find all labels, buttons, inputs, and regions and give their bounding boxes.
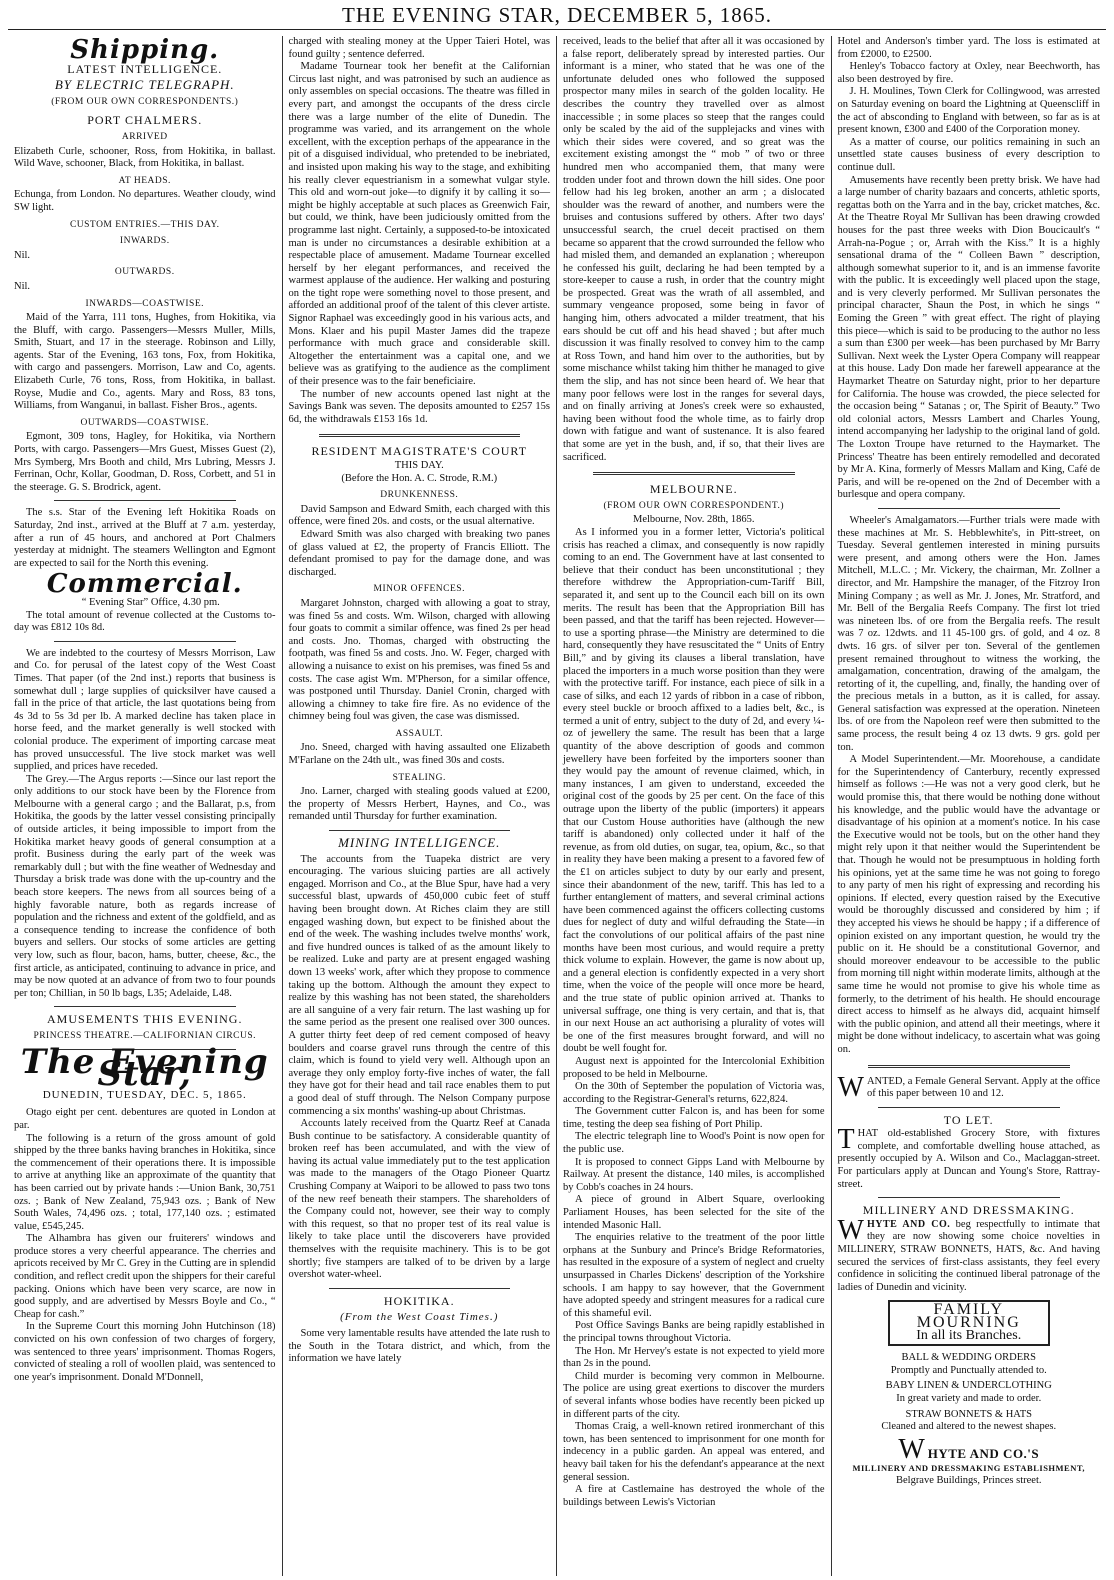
divider <box>593 472 795 475</box>
column-3 <box>557 36 832 1576</box>
stealing-label: STEALING. <box>392 772 446 783</box>
column-4 <box>832 36 1107 1576</box>
family-mourning-box <box>888 1300 1051 1346</box>
masthead: THE EVENING STAR, DECEMBER 5, 1865. <box>8 0 1106 30</box>
outwards-label: OUTWARDS. <box>114 267 175 278</box>
customs-heading: CUSTOM ENTRIES.—THIS DAY. <box>69 219 220 230</box>
nil-inwards: Nil. <box>14 249 31 261</box>
shipping-heading: Shipping. <box>70 36 220 65</box>
column-1 <box>8 36 283 1576</box>
amusements-paragraph: Amusements have recently been pretty brisk. We have had a large number of charity bazaars and concerts, athletic sports, regattas both on the Yarra and in the bay, cricket matches, &c. At the Theatre Royal Mr Sullivan has been drawing crowded houses for the past three weeks with Dion Boucicault's “ Arrah-na-Pogue ; or, Arrah with the Kiss.” It is a highly sensational drama of the “ Colleen Bawn ” description, although somewhat superior to it, and is an immense favorite with the public. It is exceedingly well placed upon the stage, and is very cleverly performed. Mr Sullivan personates the principal character, Shaun the Post, in which he sings “ Eoming the Green ” with great effect. The right of playing this piece—which is said to be producing to the author no less a sum than £300 per week—has been purchased by Mr Barry Sullivan. Next week the Lyster Opera Company will reappear at this house. Lady Don made her farewell appearance at the Haymarket Theatre on Saturday night, prior to her departure for California. The house was crowded, the piece selected for the occasion being “ Satanas ; or, The Spirit of Beauty.” Two old colonial actors, Messrs Lambert and Charles Young, intend accompanying her ladyship to the original land of gold. The Loxton Troupe have returned to the Haymarket. The Princess' Theatre has been entirely remodelled and decorated by Mr A. Kina, formerly of Messrs Mallam and King, Café de Paris, and will be re-opened on the 2nd of December with a burlesque and opera company. <box>837 174 1100 501</box>
otago-paragraph: Otago eight per cent. debentures are quoted in London at par. <box>14 1107 276 1131</box>
straw-bonnets-sub: Cleaned and altered to the newest shapes. <box>881 1421 1057 1433</box>
latest-intelligence-heading: LATEST INTELLIGENCE. <box>67 61 223 76</box>
wanted-text: ANTED, a Female General Servant. Apply at the office of this paper between 10 and 12. <box>866 1075 1100 1100</box>
melbourne-heading: MELBOURNE. <box>649 482 738 497</box>
alhambra-paragraph: The Alhambra has given our fruiterers' windows and produce stores a very cheerful appearance. The cherries and apricots received by Mr C. Grey in the Cutting are in splendid condition, and reflect credit upon the shippers for their careful packing. Onions which have been very scarce, are now in good supply, and are advertised by Messrs Boyle and Co., “ Cheap for cash.” <box>14 1233 276 1320</box>
to-let-ad <box>837 1124 1101 1191</box>
arrived-label: ARRIVED <box>121 131 168 142</box>
model-superintendent-paragraph: A Model Superintendent.—Mr. Moorehouse, a candidate for the Superintendency of Canterbury, recently expressed himself as follows :—He was not a very good clerk, but he would promise this, that there would be nothing done without his knowledge, and the public would have the advantage or disadvantage of his opinion at a moment's notice. In his case the Executive would not be tools, but on the other hand they might rely upon it that neither would the Superintendent be that. Though he would not be presumptuous in holding forth his opinions, yet at the same time he was not going to forego to any party of men his right of expressing and recording his opinions. If elected, every question raised by the Executive would be thoroughly discussed and considered by him ; if they accepted his views he should be happy ; if a difference of opinion existed on any important question, he would try the public on it. He should be a constitutional Governor, and should moreover endeavour to be accessible to the public from morning till night within moderate limits, although at the same time he would not promise to give his whole time as formerly, to the detriment of his health. He should encourage direct access to himself as he always did, acquaint himself with the public opinion, and attend all their meetings, where it might be done without indelicacy, to ascertain what was going on. <box>837 754 1100 1055</box>
outwards-coastwise-label: OUTWARDS—COASTWISE. <box>80 417 209 428</box>
telegraph-subheading: BY ELECTRIC TELEGRAPH. <box>54 77 235 93</box>
melbourne-paragraph-13: A fire at Castlemaine has destroyed the whole of the buildings between Lewis's Victorian <box>563 1484 825 1508</box>
paper-dateline: DUNEDIN, TUESDAY, DEC. 5, 1865. <box>42 1088 247 1101</box>
baby-linen: BABY LINEN & UNDERCLOTHING <box>885 1380 1052 1392</box>
all-branches: In all its Branches. <box>916 1327 1022 1343</box>
moulines-paragraph: J. H. Moulines, Town Clerk for Collingwood, was arrested on Saturday evening on board the Lightning at Queenscliff in the act of absconding to England with between, so far as is at present known, £300 and £400 of the Corporation money. <box>837 86 1100 136</box>
melbourne-paragraph-3: On the 30th of September the population of Victoria was, according to the Registrar-General's returns, 622,824. <box>563 1081 825 1105</box>
port-heading: PORT CHALMERS. <box>87 113 203 128</box>
paper-title: The Evening Star, <box>20 1041 269 1095</box>
wanted-initial: W <box>837 1071 864 1103</box>
court-before: (Before the Hon. A. C. Strode, R.M.) <box>341 472 498 484</box>
tournear-paragraph: Madame Tournear took her benefit at the Californian Circus last night, and was patronised by such an audience as only assembles on special occasions. The theatre was filled in every part, and amongst the occupants of the dress circle there was a large number of the elite of Dunedin. The programme was varied, and its arrangement on the whole excellent, with the exception perhaps of the appearance in the pit of a disguised individual, who pretended to be inebriated, and insisted upon making his way to the stage, and exhibiting his really clever equestrianism in a somewhat vulgar style. This old and worn-out joke—to dignify it by calling it so—might be highly acceptable at such places as Greenwich Fair, but could, we think, have been judiciously omitted from the programme last night. Certainly, a supposed-to-be intoxicated man is under no circumstances a desirable exhibition at a respectable place of amusement. Madame Tournear excelled herself by her elegant performances, and received the warmest applause of the audience. Her walking and posturing on the tight rope were something novel to those present, and afforded an additional proof of the talent of this clever artiste. Signor Raphael was exceedingly good in his various acts, and Mons. Klaer and his pupil Master James did the trapeze performance with much grace and considerable skill. Altogether the entertainment was a capital one, and we believe was as gratifying to the audience as the compliment of their presence was to the fair beneficiaire. <box>288 61 550 388</box>
outwards-coastwise-text: Egmont, 309 tons, Hagley, for Hokitika, via Northern Ports, with cargo. Passengers—Mrs Guest, Misses Guest (2), Mrs Symberg, Mrs Booth and child, Mrs Lubring, Messrs J. Ferrinan, Ochr, Kollar, Goodman, D. Ross, Corbett, and 51 in the steerage. G. S. Brodrick, agent. <box>14 431 276 493</box>
straw-bonnets: STRAW BONNETS & HATS <box>905 1408 1032 1420</box>
continued-paragraph: received, leads to the belief that after all it was occasioned by a false report, deliberately spread by interested parties. Our informant is a miner, who stated that he was one of the unfortunate deluded ones who followed the supposed prospector many miles in search of the golden locality. He describes the country they travelled over as almost inaccessible ; in some places so steep that the ranges could only be scaled by the aid of the supplejacks and vines with which their sides were covered, and so great was the excitement existing amongst the “ mob ” of two or three hundred men who accompanied them, that many were trodden under foot and thrown down the hill sides. One poor fellow had his leg broken, another an arm ; a dislocated shoulder was the reward of another, and numbers were the bruises and contusions suffered by others. After two days' unsuccessful search, the cruel deceit practised on them became so apparent that the crowd surrounded the fellow who had misled them, and demanded an explanation ; whereupon he confessed his guilt, declaring he had been tempted by a store-keeper to cause a rush, in order that the country might be prospected. Great was the wrath of all assembled, and summary vengeance proposed, some being in favor of hanging him, others advocated a milder treatment, that his ears should be cut off and his head shaved ; but after much discussion it was finally resolved to convey him to the camp at Ross Town, and hand him over to the authorities, but by some mischance whilst taking him thither he managed to give them the slip, and has not since been heard of. We hear that many poor fellows were lost in the ranges for several days, and on finally arriving at Jones's creek were so exhausted, having been without food the whole time, as to fairly drop down with fatigue and want of sustenance. It is also feared that some are yet in the bush, and, if so, that their lives are sacrificed. <box>563 36 825 463</box>
divider <box>54 641 236 642</box>
commercial-paragraph-1: We are indebted to the courtesy of Messrs Morrison, Law and Co. for perusal of the latest copy of the West Coast Times. That paper (of the 2nd inst.) reports that business is somewhat dull ; large supplies of quicksilver have caused a fall in the price of that article, the last quotations being from 4s 3d to 5s 3d per lb. A marked decline has taken place in horse feed, and the market generally is well stocked with colonial produce. The experiment of importing carcase meat has proved unsuccessful. The live stock market was well supplied, and prices have receded. <box>14 647 276 773</box>
ball-orders-sub: Promptly and Punctually attended to. <box>890 1364 1047 1376</box>
divider <box>878 1197 1061 1198</box>
henley-paragraph: Henley's Tobacco factory at Oxley, near Beechworth, has also been destroyed by fire. <box>837 61 1100 85</box>
whyte-text: beg respectfully to intimate that they are now showing some choice novelties in MILLINERY, STRAW BONNETS, HATS, &c. And having secured the services of first-class assistants, they feel every confidence in soliciting the continued liberal patronage of the ladies of Dunedin and vicinity. <box>837 1218 1101 1293</box>
gold-paragraph: The following is a return of the gross amount of gold shipped by the three banks having branches in Hokitika, since the commencement of their operations there. It is impossible to arrive at anything like an approximate of the quantity that has been carried out by private hands :—Union Bank, 30,751 ozs. ; Bank of New Zealand, 75,943 ozs. ; Bank of New South Wales, 74,496 ozs. ; total, 177,140 ozs. ; estimated value, £545,245. <box>14 1132 276 1232</box>
divider <box>878 508 1061 509</box>
whyte-footer-heading: HYTE AND CO.'S <box>927 1445 1040 1461</box>
hokitika-source: (From the West Coast Times.) <box>340 1311 499 1324</box>
divider <box>329 830 511 831</box>
assault-text: Jno. Sneed, charged with having assaulted one Elizabeth M'Farlane on the 24th ult., was fined 30s and costs. <box>288 742 550 767</box>
continued-paragraph: Hotel and Anderson's timber yard. The loss is estimated at from £2000, to £2500. <box>837 36 1100 60</box>
at-heads-text: Echunga, from London. No departures. Weather cloudy, wind SW light. <box>14 189 276 213</box>
minor-offences-label: MINOR OFFENCES. <box>373 584 465 595</box>
wheeler-paragraph: Wheeler's Amalgamators.—Further trials were made with these machines at Mr. S. Hebblewhite's, in Pitt-street, on Tuesday. Several gentlemen interested in mining pursuits were present, and among others were the Hon. James Mitchell, M.L.C. ; Mr. Vickery, the chairman, Mr. Zollner a director, and Mr. Hampshire the manager, of the Fitzroy Iron Mining Company ; as well as Mr. J. Jones, Mr. Stratford, and Mr. Bell of the Bergalia Reefs Company. The first lot tried was nineteen lbs. of ore from the Bergalia reefs. The result was 7 oz. 12dwts. and 11 45-100 grs. of gold, and 4 oz. 8 dwts. 16 grs. of silver per ton. Several of the gentlemen present remained throughout to witness the working, the amalgamation, concentration, drawing of the amalgam, the retorting of it, the cupelling, and, finally, the handing over of the precious metals in a button, as it is called, for assay. General satisfaction was expressed at the operation. Nineteen lbs. of ore from the Napoleon reef were then submitted to the same process, the result being 4 oz 13 dwts. 9 grs. gold per ton. <box>837 514 1100 753</box>
drunkenness-text-2: Edward Smith was also charged with breaking two panes of glass valued at £2, the property of Francis Elliott. The defendant promised to pay for the damage done, and was discharged. <box>288 528 550 578</box>
mining-paragraph-1: The accounts from the Tuapeka district are very encouraging. The various sluicing parties are all actively engaged. Morrison and Co., at the Blue Spur, have had a very successful blast, upwards of 450,000 cubic feet of stuff having been brought down. At Riches claim they are still engaged washing down, but expect to be finished about the end of the week. The washing includes twelve months' work, and five hundred ounces is talked of as the amount likely to be realized. Luke and party are at present engaged washing down 13 weeks' work, after which they propose to commence taking up the bottom. Although the amount they expect to realize by this washing has not been stated, the shareholders are all sanguine of a very fair return. The last washing up for the same period as the present one realised over 300 ounces. A gutter thirty feet deep of red cement composed of heavy boulders and coarse gravel runs through the centre of this claim, which is found to yield very well. Although upon an average they only employ forty-five inches of water, the fall they have got for their head and tail race enables them to put a good deal of stuff through. The Nelson Company purpose commencing a six months' washing-up about Christmas. <box>288 853 550 1117</box>
star-note: The s.s. Star of the Evening left Hokitika Roads on Saturday, 2nd inst., arrived at the Bluff at 7 a.m. yesterday, after a run of 45 hours, and anchored at Port Chalmers yesterday at midnight. The steamers Wellington and Egmont are expected to sail for the North this evening. <box>14 507 276 569</box>
to-let-text: HAT old-established Grocery Store, with fixtures complete, and comfortable dwelling house attached, as presently occupied by A. Wilson and Co., Maclaggan-street. For particulars apply at Duncan and Young's Store, Rattray-street. <box>837 1128 1100 1190</box>
divider <box>319 434 521 437</box>
melbourne-paragraph-12: Thomas Craig, a well-known retired ironmerchant of this town, has been sentenced to imprisonment for one month for indecency in a public garden. An appeal was entered, and heavy bail taken for his the defendant's appearance at the next general session. <box>563 1421 825 1483</box>
melbourne-paragraph-11: Child murder is becoming very common in Melbourne. The police are using great exertions to discover the murders of several infants whose bodies have recently been picked up in different parts of the city. <box>563 1370 825 1420</box>
melbourne-correspondent: (FROM OUR OWN CORRESPONDENT.) <box>603 500 785 511</box>
mining-heading: MINING INTELLIGENCE. <box>338 835 501 851</box>
whyte-footer-initial: W <box>898 1433 925 1465</box>
divider <box>868 1065 1071 1068</box>
whyte-address: Belgrave Buildings, Princes street. <box>895 1474 1042 1486</box>
inwards-label: INWARDS. <box>119 236 170 247</box>
melbourne-dateline: Melbourne, Nov. 28th, 1865. <box>632 514 755 526</box>
commercial-heading: Commercial. <box>46 569 243 600</box>
melbourne-paragraph-9: Post Office Savings Banks are being rapidly established in the principal towns throughout Victoria. <box>563 1320 825 1344</box>
savings-paragraph: The number of new accounts opened last night at the Savings Bank was seven. The deposits amounted to £257 15s 6d, the withdrawals £153 16s 1d. <box>288 388 550 425</box>
correspondents-note: (FROM OUR OWN CORRESPONDENTS.) <box>51 96 239 107</box>
mining-paragraph-2: Accounts lately received from the Quartz Reef at Canada Bush continue to be satisfactory. A considerable quantity of broken reef has been accumulated, and with the view of having its actual value immediately put to the test application was made to the managers of the Otago Pioneer Quartz Crushing Company at Waipori to be allowed to pass two tons of the new reef beneath their stampers. The shareholders of the Company could not, however, see their way to comply with this request, so that no proper test of its real value is likely to take place until the discoverers have provided themselves with the requisite machinery. This is to be got shortly; five stampers are talked of to be driven by a large overshot water-wheel. <box>288 1118 550 1281</box>
to-let-initial: T <box>837 1124 855 1156</box>
assault-label: ASSAULT. <box>395 728 444 739</box>
court-heading: RESIDENT MAGISTRATE'S COURT <box>311 444 528 459</box>
divider <box>878 1107 1061 1108</box>
continued-paragraph: charged with stealing money at the Upper Taieri Hotel, was found guilty ; sentence deferred. <box>288 36 550 60</box>
melbourne-paragraph-6: It is proposed to connect Gipps Land with Melbourne by Railway. At present the distance, 140 miles, is accomplished by Cobb's coaches in 24 hours. <box>563 1156 825 1193</box>
divider <box>54 500 236 501</box>
amusements-heading: AMUSEMENTS THIS EVENING. <box>47 1012 243 1027</box>
inwards-coastwise-label: INWARDS—COASTWISE. <box>85 298 204 309</box>
amusements-sub: PRINCESS THEATRE.—CALIFORNIAN CIRCUS. <box>33 1030 257 1041</box>
whyte-initial: W <box>837 1214 864 1246</box>
column-2 <box>283 36 558 1576</box>
to-let-heading: TO LET. <box>943 1112 994 1127</box>
stealing-text: Jno. Larner, charged with stealing goods valued at £200, the property of Messrs Herbert, Haynes, and Co., was remanded until Thursday for further examination. <box>288 786 550 823</box>
melbourne-paragraph-4: The Government cutter Falcon is, and has been for some time, testing the deep sea fishing of Port Philip. <box>563 1106 825 1130</box>
melbourne-paragraph-8: The enquiries relative to the treatment of the poor little orphans at the Sunbury and Prince's Bridge Reformatories, has resulted in the exposure of a system of neglect and cruelty unsurpassed in Charles Dickens' description of the Yorkshire schools. I am happy to say however, that the Government have adopted speedy and stringent measures for a radical cure of this shameful evil. <box>563 1232 825 1319</box>
melbourne-paragraph-10: The Hon. Mr Hervey's estate is not expected to yield more than 2s in the pound. <box>563 1345 825 1370</box>
arrived-text: Elizabeth Curle, schooner, Ross, from Hokitika, in ballast. Wild Wave, schooner, Black, from Hokitika, in ballast. <box>14 145 276 170</box>
drunkenness-label: DRUNKENNESS. <box>380 490 459 501</box>
baby-linen-sub: In great variety and made to order. <box>896 1392 1042 1404</box>
supreme-court-paragraph: In the Supreme Court this morning John Hutchinson (18) convicted on his own confession of two charges of forgery, was sentenced to three years' imprisonment. Thomas Rogers, convicted of stealing a roll of woollen plaid, was sentenced to one year's imprisonment. Donald M'Donnell, <box>14 1321 276 1383</box>
at-heads-label: AT HEADS. <box>118 175 171 186</box>
nil-outwards: Nil. <box>14 280 31 292</box>
revenue-text: The total amount of revenue collected at the Customs to-day was £812 10s 8d. <box>14 609 276 634</box>
divider <box>54 1006 236 1007</box>
office-line: “ Evening Star” Office, 4.30 pm. <box>81 596 220 608</box>
wanted-ad <box>837 1071 1101 1103</box>
whyte-heading: HYTE AND CO. <box>866 1218 951 1230</box>
melbourne-paragraph-2: August next is appointed for the Intercolonial Exhibition proposed to be held in Melbourne. <box>563 1055 825 1080</box>
divider <box>329 1288 511 1289</box>
minor-offences-text: Margaret Johnston, charged with allowing a goat to stray, was fined 5s and costs. Wm. Wilson, charged with allowing four goats to commit a similar offence, was fined 2s per head and costs. Jno. Thomas, charged with obstructing the footpath, was fined 5s and costs. Jno. W. Feger, charged with allowing a nuisance to exist on his premises, was fined 5s and costs. The case agist Wm. M'Pherson, for a similar offence, was postponed until Thursday. Daniel Cronin, charged with allowing a chimney to take fire fire. As no evidence of the chimney being foul was given, the case was dismissed. <box>288 597 550 723</box>
court-day: THIS DAY. <box>394 460 444 471</box>
hokitika-heading: HOKITIKA. <box>383 1293 455 1308</box>
commercial-paragraph-2: The Grey.—The Argus reports :—Since our last report the only additions to our stock have been by the Florence from Melbourne with a general cargo ; and the Ballarat, p.s, from Hokitika, the goods by the latter vessel consisting principally of outside articles, it being impossible to import from the Hokitika market heavy goods of general consumption at a profit. Business during the early part of the week was remarkably dull ; but with the fine weather of Wednesday and Thursday a brisk trade was done with the up-country and the beach store keepers. The news from all sources being of a highly favorable nature, both as regards increase of population and the richness and extent of the goldfield, and as a consequence tending to increase the confidence of both buyers and sellers. Our stocks of some articles are getting very low, such as flour, bacon, hams, butter, cheese, &c., the first article, as anticipated, continuing to advance in price, and may be now quoted at an advance of from two to four pounds per ton; Chillian, in 50 lb bags, L35; Adelaide, L48. <box>14 773 276 999</box>
politics-paragraph: As a matter of course, our politics remaining in such an unsettled state causes business of every description to continue dull. <box>837 136 1100 173</box>
whyte-ad <box>837 1214 1101 1295</box>
ball-orders: BALL & WEDDING ORDERS <box>901 1352 1036 1364</box>
drunkenness-text-1: David Sampson and Edward Smith, each charged with this offence, were fined 20s. and costs, or the usual alternative. <box>288 503 550 528</box>
inwards-coastwise-text: Maid of the Yarra, 111 tons, Hughes, from Hokitika, via the Bluff, with cargo. Passengers—Messrs Muller, Mills, Smith, Stuart, and 17 in the steerage. Robinson and Lilly, agents. Star of the Evening, 163 tons, Fox, from Hokitika, with cargo and passengers. Morrison, Law and Co, agents. Elizabeth Curle, 76 tons, Ross, from Hokitika, in ballast. Royse, Mudie and Co., agents. Mary and Ross, 83 tons, Williams, from Wanganui, in ballast. Fisher Bros., agents. <box>14 312 276 412</box>
melbourne-paragraph-1: As I informed you in a former letter, Victoria's political crisis has reached a climax, and consequently is now rapidly coming to an end. The Government have at last consented to believe that their conduct has been unconstitutional ; they therefore withdrew the Appropriation-cum-Tariff Bill, separated it, and sent up to the Council each bill on its own merits. The result has been that the Appropriation Bill has been passed, and that the tariff has been rejected. However—to use a sporting phrase—the Ministry are determined to die hard, consequently they have resuscitated the “ Units of Entry Bill,” and by giving its clauses a liberal translation, have placed the importers in a much worse position than they were with the protective tariff. For instance, each piece of silk in a case of silks, and each 12 yards of ribbon in a case of ribbon, every steel buckle or brooch affixed to a ladies belt, &c., is termed a unit of entry, subject to the duty of 2d, and every ¼-oz of jewellery the same. The result has been that a large quantity of the above description of goods and common jewellery have been forfeited by the importers sooner than they would pay the amount of revenue claimed, which, in many instances, I am given to understand, exceeded the original cost of the goods by 25 per cent. On the face of this outrage upon the liberty of the public (importers) it appears that our Custom House authorities have (although the new tariff is abandoned) only collected under it half of the revenue, as from old duties, on sugar, tea, opium, &c., so that in reality they have been making a present to a favored few of the £1 on articles subject to duty by our early and present, since their abandonment of the new, tariff. This has led to a further entanglement of matters, and several criminal actions have been commenced against the officers collecting customs dues for neglect of duty and wilful defrauding the State—in fact the convolutions of our political affairs of the past nine months have been most curious, and would require a pretty thick volume to explain. However, the game is now about up, and a general election is confidently expected in a very short time, when the voice of the people will once more be heard, and the true state of public opinion arrived at. Thanks to universal suffrage, one thing is very certain, and that is, that in our next House an act authorising a plurality of votes will be one of the first measures brought forward, and will no doubt be well fought for. <box>563 526 825 1055</box>
hokitika-paragraph: Some very lamentable results have attended the late rush to the South in the Totara district, and which, from the information we have lately <box>288 1328 550 1365</box>
melbourne-paragraph-7: A piece of ground in Albert Square, overlooking Parliament Houses, has been selected for the site of the intended Masonic Hall. <box>563 1194 825 1231</box>
melbourne-paragraph-5: The electric telegraph line to Wood's Point is now open for the public use. <box>563 1131 825 1156</box>
family-mourning: FAMILY MOURNING <box>916 1301 1021 1331</box>
millinery-heading: MILLINERY AND DRESSMAKING. <box>862 1203 1075 1218</box>
whyte-footer <box>838 1433 1101 1465</box>
whyte-establishment: MILLINERY AND DRESSMAKING ESTABLISHMENT, <box>852 1463 1086 1474</box>
